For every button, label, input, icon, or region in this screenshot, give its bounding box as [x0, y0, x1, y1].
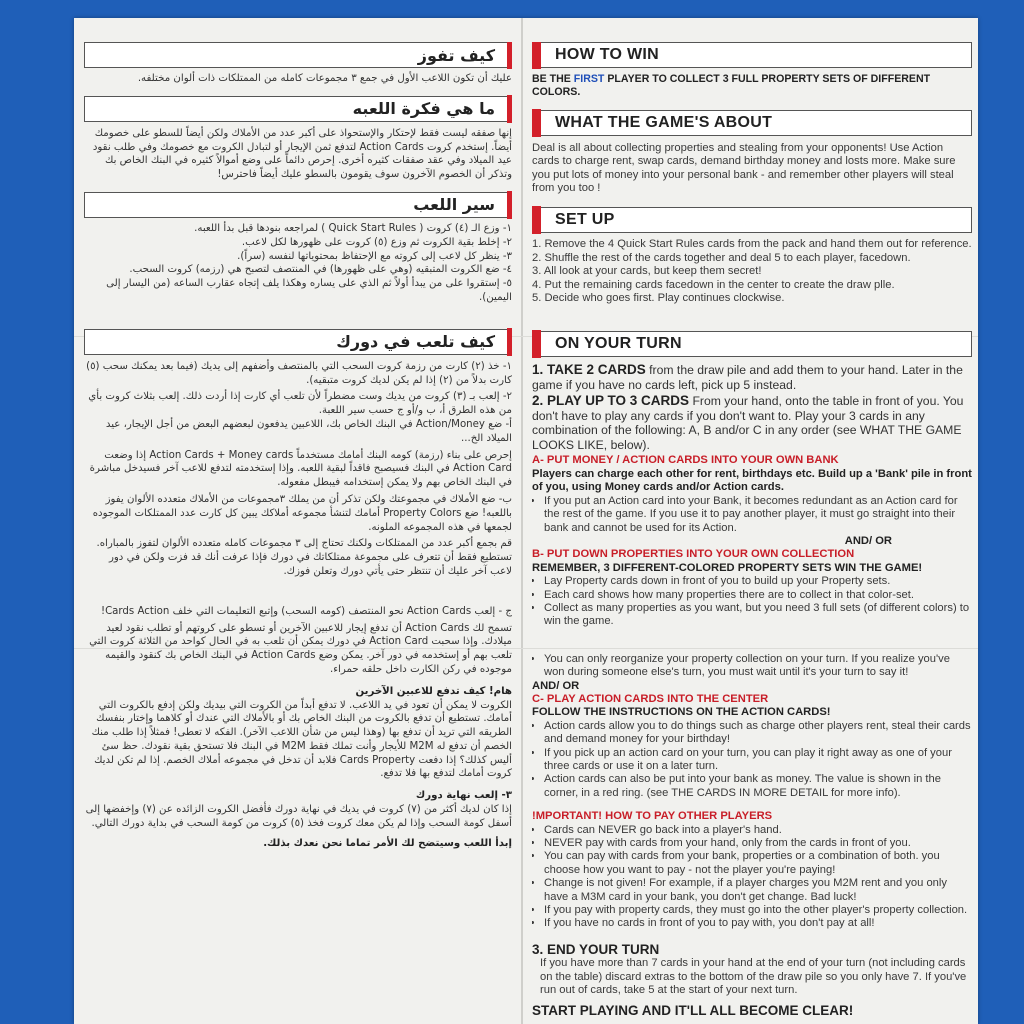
ar-setup-title: سير اللعب — [413, 195, 495, 215]
en-closing — [532, 1004, 972, 1019]
list-item: • Collect as many properties as you want, but you need 3 full sets (of different colors) to win the game. — [544, 602, 972, 629]
en-b-sub: REMEMBER, 3 DIFFERENT-COLORED PROPERTY SETS WIN THE GAME! — [532, 561, 923, 574]
en-step2-head: 2. PLAY UP TO 3 CARDS — [532, 393, 690, 409]
ar-setup-item: ١- وزع الـ (٤) كروت ( Quick Start Rules ) لمراجعه بنودها قبل بدأ اللعبه. — [194, 222, 512, 234]
ar-setup-item: ٥- إستقروا على من يبدأ أولاً ثم الذي على يساره وهكذا يلف إتجاه عقارب الساعه (من اليسار إلى اليمين). — [106, 278, 512, 303]
en-step1-body: from the draw pile and add them to your hand. Later in the game if you have no cards left, pick up 5 instead. — [532, 363, 963, 392]
en-a-head: A- PUT MONEY / ACTION CARDS INTO YOUR OWN BANK — [532, 454, 839, 467]
en-a-body: Players can charge each other for rent, birthdays etc. Build up a 'Bank' pile in front of you, using Money cards and/or Action cards. — [532, 467, 972, 494]
ar-about-body: إنها صفقه ليست فقط لإحتكار والإستحواذ على أكبر عدد من الأملاك ولكن أيضاً للسطو على خصومك أيضاً. إستخدم كروت Action Cards لتدفع ثمن الإيجار أو لتبادل الكروت مع خصومك وفي طلب نقود عيد الميلاد وفي عقد صفقات كثيره أخرى. إحرص دائماً على وضع أموالاً كثيره في البنك الخاص بك وتذكر أن الخصوم الآخرون سوف يقومون بالسطو عليك أيضاً فاحترس! — [92, 127, 512, 181]
list-item: • If you pick up an action card on your turn, you can play it right away as one of your three cards or use it on a later turn. — [544, 747, 972, 774]
red-marker — [532, 330, 541, 358]
en-setup-item: 4. Put the remaining cards facedown in the center to create the draw plle. — [532, 278, 895, 291]
ar-turn-header — [84, 329, 512, 355]
red-marker — [532, 42, 541, 69]
ar-setup-list — [84, 222, 512, 305]
en-b-list — [532, 575, 972, 679]
red-marker — [507, 191, 512, 219]
red-marker — [532, 206, 541, 234]
ar-turn-body — [84, 360, 512, 851]
list-item: • If you put an Action card into your Bank, it becomes redundant as an Action card for the rest of the game. If you use it to pay another player, it must go straight into their bank and cannot be used for its Action. — [544, 495, 972, 535]
en-about-header — [532, 110, 972, 136]
en-important-list — [532, 824, 972, 931]
ar-turn-p3: أ- ضع Action/Money في البنك الخاص بك، اللاعبين يدفعون لبعضهم البعض من أجل الإيجار، عيد الميلاد الخ... — [105, 418, 512, 444]
en-step1-head: 1. TAKE 2 CARDS — [532, 362, 646, 378]
ar-turn-p9: الكروت لا يمكن أن تعود في يد اللاعب. لا تدفع أبداً من الكروت التي بيديك ولكن إدفع بالكروت التي أمامك. تستطيع أن تدفع بالكروت من البنك الخاص بك أو بالأملاك التي عندك أو كلاهما وإختار بنفسك الطريقه التي تريد أن تدفع بها (وهذا ليس من شأن اللاعب الآخر). الفكه لا تعطى! فمثلاً إذا طلب منك الخصم أن تدفع له M2M للأيجار وأنت تملك فقط M2M في البنك فلا تستحق بقية نقودك. حظ سئ أليس كذلك؟ إذا دفعت Cards Property فلابد أن تدخل في مجموعه أملاك الخصم. إذا لم تكن لديك كروت أمامك لتدفع بها فلا تدفع. — [91, 699, 512, 780]
en-step3-body: If you have more than 7 cards in your hand at the end of your turn (not including cards on the table) discard extras to the bottom of the draw pile so you only have 7. If you've run out of cards, take 5 at the start of your next turn. — [540, 957, 967, 997]
en-andor-2: AND/ OR — [532, 679, 580, 692]
ar-turn-p9-title: هام! كيف تدفع للاعبين الآخرين — [355, 685, 512, 697]
list-item: • If you have no cards in front of you to pay with, you don't pay at all! — [544, 917, 972, 930]
ar-how-to-win-header — [84, 42, 512, 68]
en-about-title: WHAT THE GAME'S ABOUT — [555, 113, 773, 131]
en-important-head: !MPORTANT! HOW TO PAY OTHER PLAYERS — [532, 810, 773, 823]
red-marker — [532, 109, 541, 137]
ar-turn-p7: ج - إلعب Action Cards نحو المنتصف (كومه السحب) وإتبع التعليمات التي خلف Cards Action! — [100, 605, 512, 617]
ar-turn-p5: ب- ضع الأملاك في مجموعتك ولكن تذكر أن من يملك ٣مجموعات من الأملاك متعدده الألوان يفوز باللعبه! ضع Property Colors أمامك لتنشأ مجموعه أملاكك يبين كل كارت عدد الممتلكات الموجوده لجمعها في هذه المجموعه الملونه. — [92, 493, 512, 533]
en-how-to-win-title: HOW TO WIN — [555, 46, 660, 63]
en-win-text-1: BE THE — [532, 73, 574, 85]
ar-turn-title: كيف تلعب في دورك — [336, 332, 495, 352]
en-step3-title: 3. END YOUR TURN — [532, 941, 660, 957]
list-item: • If you pay with property cards, they must go into the other player's property collection. — [544, 904, 972, 917]
ar-turn-p11: إبدأ اللعب وسيتضح لك الأمر تماما نحن نعدك بذلك. — [263, 837, 512, 849]
ar-turn-p10-title: ٣- إلعب نهاية دورك — [415, 790, 512, 802]
en-setup-list — [532, 238, 972, 305]
ar-setup-header — [84, 192, 512, 218]
ar-how-to-win-body: عليك أن تكون اللاعب الأول في جمع ٣ مجموعات كامله من الممتلكات ذات ألوان مختلفه. — [137, 73, 512, 84]
ar-setup-item: ٣- ينظر كل لاعب إلى كروته مع الإحتفاظ بمحتوياتها لنفسه (سراً). — [237, 250, 512, 262]
list-item: • You can pay with cards from your bank, properties or a combination of both. you choose how you want to pay - not the player you're paying! — [544, 850, 972, 877]
en-b-head: B- PUT DOWN PROPERTIES INTO YOUR OWN COLLECTION — [532, 548, 855, 561]
en-c-sub: FOLLOW THE INSTRUCTIONS ON THE ACTION CARDS! — [532, 706, 831, 719]
red-marker — [507, 95, 512, 123]
en-step1 — [532, 363, 972, 392]
ar-about-header — [84, 96, 512, 122]
center-fold — [521, 18, 523, 1024]
en-setup-item: 3. All look at your cards, but keep them secret! — [532, 265, 762, 278]
en-step2-body: From your hand, onto the table in front of you. You don't have to play any cards if you don't want to. Play your 3 cards in any combination of the following: A, B and/or C in any order (see WHAT THE GAME LOOKS LIKE, below). — [532, 394, 964, 452]
list-item: • Each card shows how many properties there are to collect in that color-set. — [544, 589, 972, 602]
en-win-first: FIRST — [573, 73, 605, 85]
en-setup-item: 2. Shuffle the rest of the cards together and deal 5 to each player, facedown. — [532, 251, 911, 264]
red-marker — [507, 328, 512, 356]
arabic-column — [84, 42, 512, 850]
en-setup-title: SET UP — [555, 211, 615, 229]
en-a-list — [532, 495, 972, 535]
ar-setup-item: ٢- إخلط بقية الكروت ثم وزع (٥) كروت على ظهورها لكل لاعب. — [241, 236, 512, 248]
ar-turn-p2: ٢- إلعب بـ (٣) كروت من يديك وست مضطراً لأن تلعب أي كارت إذا أردت ذلك. إلعب بثلاث كروت بأي من هذه الطرق أ، ب و/أو ج حسب سير اللعبة. — [88, 391, 512, 417]
list-item: • Change is not given! For example, if a player charges you M2M rent and you only have a M3M card in your bank, you don't get change. Bad luck! — [544, 877, 972, 904]
ar-turn-p6: قم بجمع أكبر عدد من الممتلكات ولكنك تحتاج إلى ٣ مجموعات كامله متعدده الألوان لتفوز بالمباراه. تستطيع فقط أن تتعرف على مجموعة ممتلكاتك في دورك فإذا عرفت أنك قد فزت ولكن في دور لاعب آخر عليك أن تنتظر حتى يأتي دورك وتعلن فوزك. — [96, 538, 512, 577]
en-setup-header — [532, 207, 972, 233]
english-column — [532, 42, 972, 1018]
en-how-to-win-header — [532, 42, 972, 68]
en-how-to-win-body — [532, 73, 972, 100]
en-turn-header — [532, 331, 972, 357]
ar-turn-p10: إذا كان لديك أكثر من (٧) كروت في يديك في نهاية دورك فأفضل الكروت الزائده عن (٧) وإخفضها إلى أسفل كومة السحب وإذا لم يكن معك كروت فخذ (٥) كروت من كومة السحب في بداية دورك التالي. — [85, 804, 512, 829]
ar-turn-p4: إحرص على بناء (رزمة) كومه البنك أمامك مستخدماً Action Cards + Money cards إذا وضعت Action Card في البنك فسيصبح فاقداً لبقية اللعبه. وإذا إستخدمته لتدفع للاعب آخر فسيدخل مباشرة في البنك الخاص بهم ولا يمكن إستخدامه فيبطل مفعوله. — [89, 449, 512, 489]
en-step3-head — [532, 943, 972, 958]
en-win-text-2: PLAYER TO COLLECT 3 FULL PROPERTY SETS OF DIFFERENT COLORS. — [532, 73, 931, 99]
list-item: • Lay Property cards down in front of you to build up your Property sets. — [544, 575, 972, 588]
en-closing-text: START PLAYING AND IT'LL ALL BECOME CLEAR! — [532, 1002, 854, 1018]
ar-about-title: ما هي فكرة اللعبه — [352, 99, 495, 119]
en-about-body: Deal is all about collecting properties and stealing from your opponents! Use Action cards to charge rent, swap cards, demand birthday money and losts more. Make sure you put lots of money into your personal bank - and remember other players will steal from you too ! — [532, 141, 956, 195]
en-andor-1: AND/ OR — [844, 534, 892, 547]
en-turn-title: ON YOUR TURN — [555, 335, 682, 353]
en-c-list — [532, 720, 972, 800]
list-item: • NEVER pay with cards from your hand, only from the cards in front of you. — [544, 837, 972, 850]
en-setup-item: 5. Decide who goes first. Play continues clockwise. — [532, 292, 785, 305]
ar-how-to-win-title: كيف تفوز — [417, 45, 495, 65]
list-item: • Action cards allow you to do things such as charge other players rent, steal their cards and demand money for your birthday! — [544, 720, 972, 747]
list-item: • You can only reorganize your property collection on your turn. If you realize you've won during someone else's turn, you must wait until it's your turn to say it! — [544, 653, 972, 680]
en-c-head: C- PLAY ACTION CARDS INTO THE CENTER — [532, 692, 769, 705]
en-step2 — [532, 394, 972, 452]
ar-turn-p1: ١- خذ (٢) كارت من رزمة كروت السحب التي بالمنتصف وأضفهم إلى يديك (فيما بعد يمكنك سحب (٥) كارت بدلاً من (٢) إذا لم يكن لديك كروت متبقيه). — [86, 360, 512, 386]
en-setup-item: 1. Remove the 4 Quick Start Rules cards from the pack and hand them out for reference. — [532, 238, 972, 251]
list-item: • Cards can NEVER go back into a player's hand. — [544, 824, 972, 837]
en-turn-body — [532, 363, 972, 1018]
ar-setup-item: ٤- ضع الكروت المتبقيه (وهي على ظهورها) في المنتصف لتصبح هي (رزمه) كروت السحب. — [129, 264, 512, 276]
red-marker — [507, 42, 512, 69]
ar-turn-p8: تسمح لك Action Cards أن تدفع إيجار للاعبين الآخرين أو تسطو على كروتهم أو تطلب نقود لعيد ميلادك. وإذا سحبت Action Card في دورك يمكن أن تلعب به في الحال كواحد من الثلاثة كروت التي تلعب بهم أو إستخدمه في دور آخر. يمكن وضع Action Cards في البنك الخاص بك كنقود والقيمه موجوده في ركن الكارت داخل حلقه حمراء. — [89, 622, 512, 675]
list-item: • Action cards can also be put into your bank as money. The value is shown in the corner, in a red ring. (see THE CARDS IN MORE DETAIL for more info). — [544, 773, 972, 800]
